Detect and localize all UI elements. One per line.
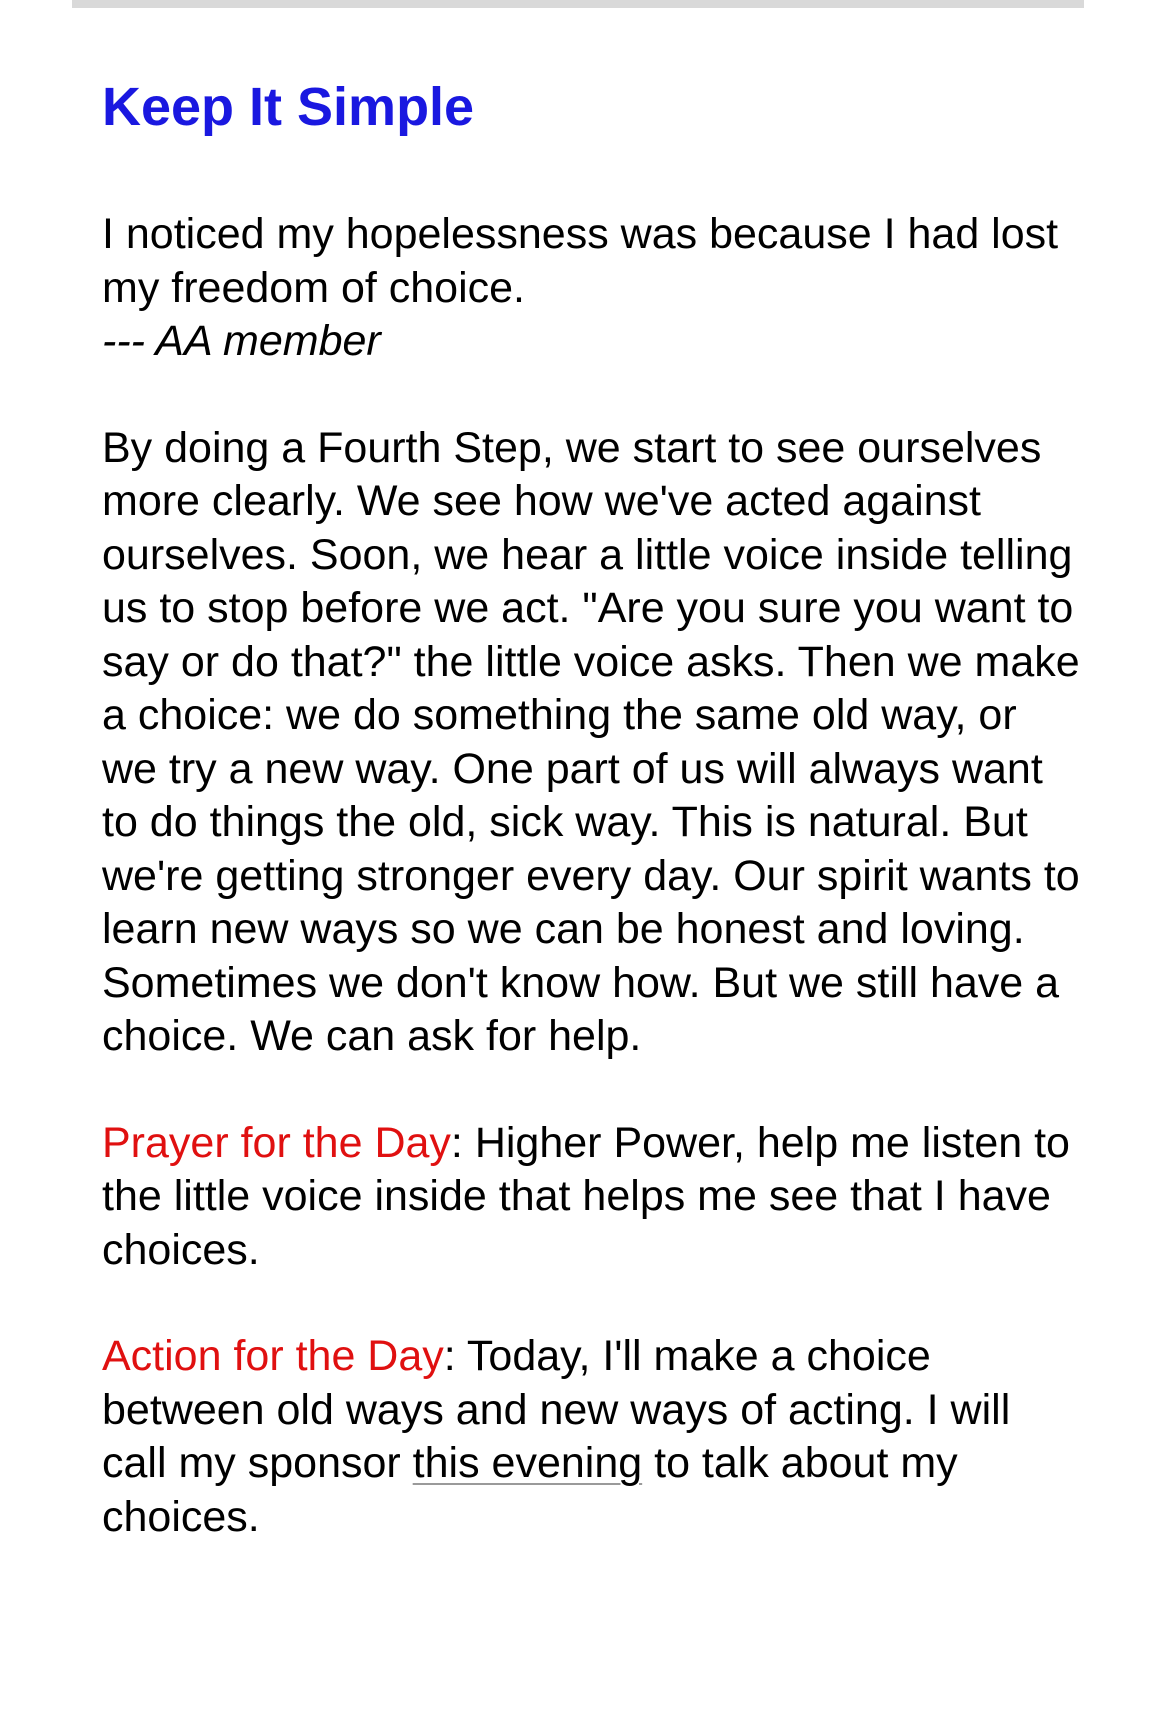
action-text-before: Today, I'll make a choice between old ways and new ways of acting. I will call my sponsor: [102, 1332, 1011, 1487]
top-divider: [72, 0, 1084, 8]
daily-reading: By doing a Fourth Step, we start to see ourselves more clearly. We see how we've acted against ourselves. Soon, we hear a little voice inside telling us to stop before we act. "Are you sure you want to say or do that?" the little voice asks. Then we make a choice: we do something the same old way, or we try a new way. One part of us will always want to do things the old, sick way. This is natural. But we're getting stronger every day. Our spirit wants to learn new ways so we can be honest and loving. Sometimes we don't know how. But we still have a choice. We can ask for help.: [102, 423, 1080, 1060]
this-evening-link[interactable]: this evening: [412, 1439, 643, 1487]
prayer-text: Higher Power, help me listen to the little voice inside that helps me see that I have choices.: [102, 1118, 1070, 1274]
action-separator: :: [443, 1332, 456, 1380]
action-label: Action for the Day: [102, 1332, 444, 1380]
action-text-after: to talk about my choices.: [102, 1439, 958, 1541]
article: [102, 68, 1082, 1544]
prayer-label: Prayer for the Day: [102, 1118, 451, 1167]
quote-text: I noticed my hopelessness was because I had lost my freedom of choice.: [102, 210, 1059, 312]
prayer-section: [102, 1117, 1082, 1278]
page-title: Keep It Simple: [102, 77, 475, 137]
opening-quote: [102, 208, 1082, 369]
quote-attribution: --- AA member: [102, 317, 381, 365]
prayer-separator: :: [450, 1118, 463, 1167]
action-section: [102, 1330, 1082, 1544]
